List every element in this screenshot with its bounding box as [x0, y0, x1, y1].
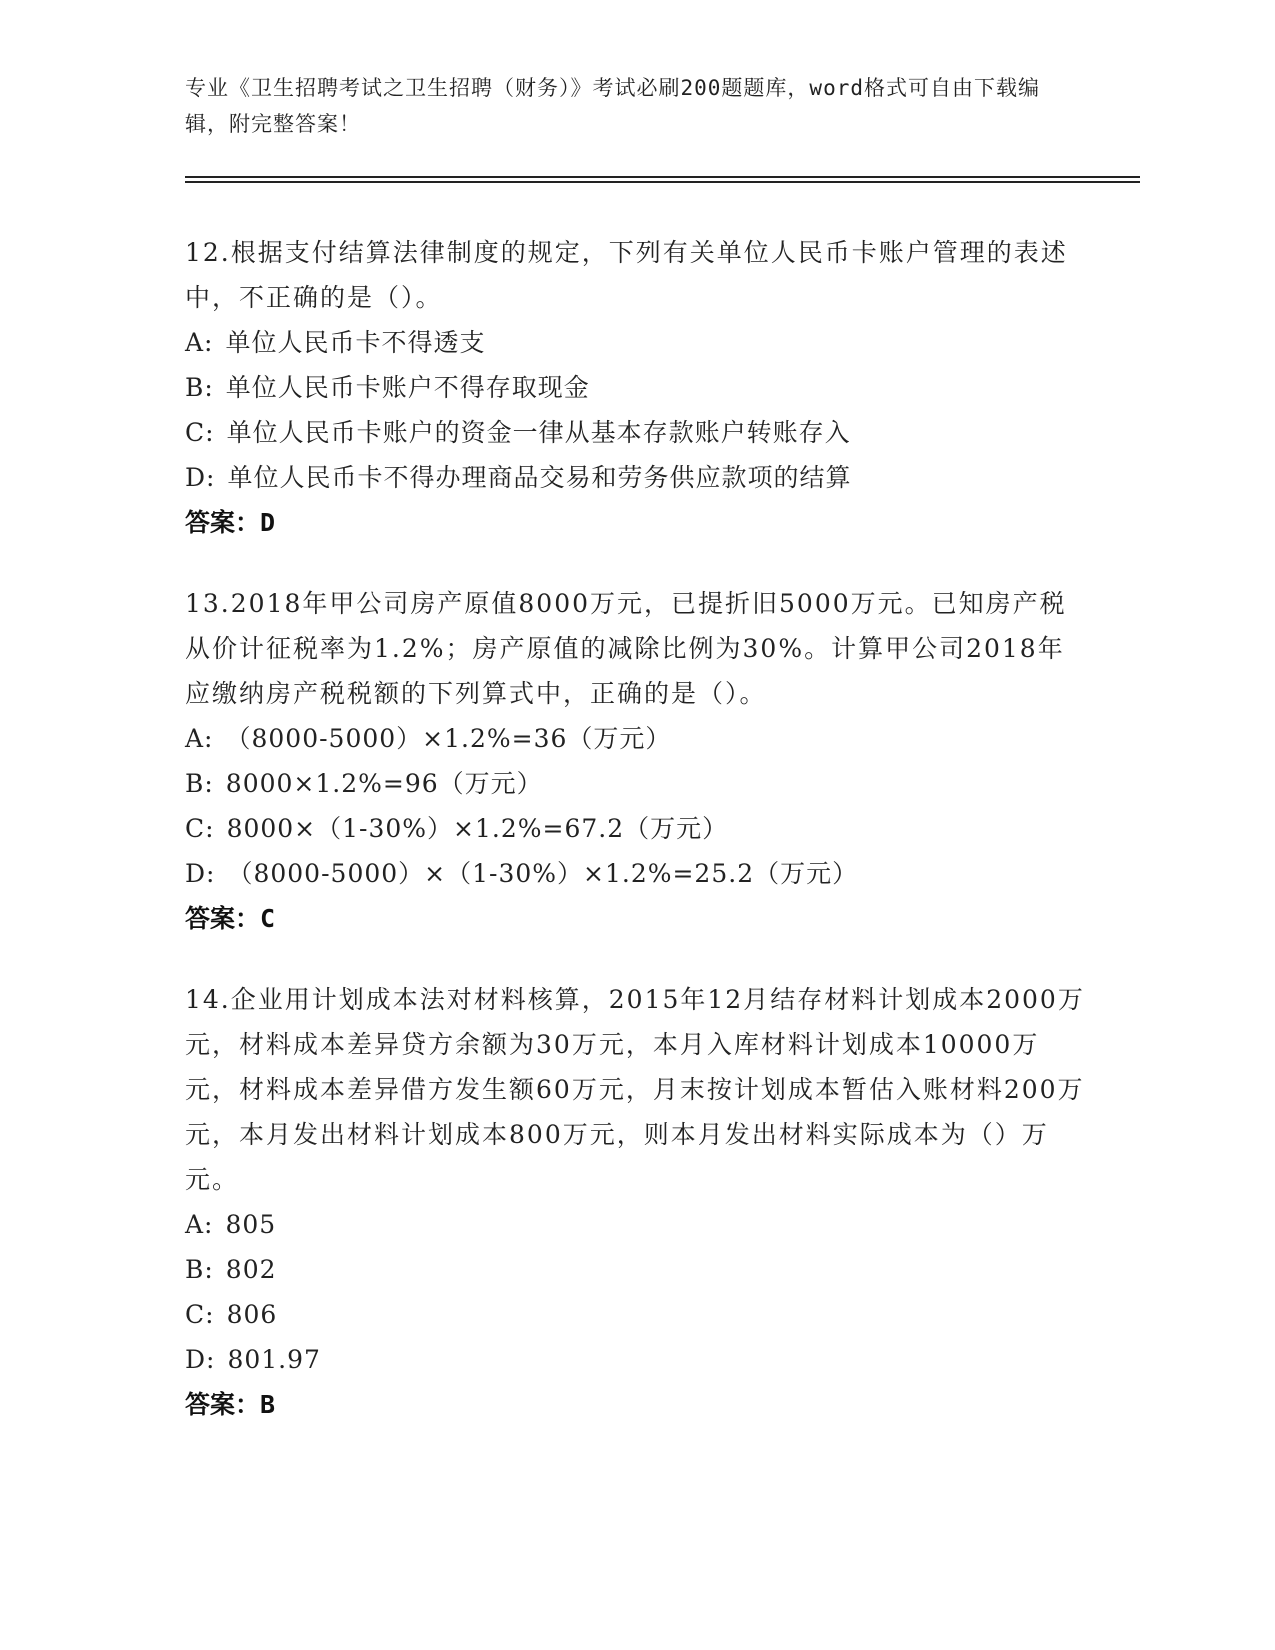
- header-divider-top: [185, 176, 1140, 178]
- option-text: 单位人民币卡账户的资金一律从基本存款账户转账存入: [226, 418, 851, 447]
- option-text: 8000×（1-30%）×1.2%=67.2（万元）: [226, 814, 729, 843]
- option-key: B:: [185, 1255, 214, 1284]
- option-a: [185, 1202, 1085, 1247]
- question-stem: 14.企业用计划成本法对材料核算，2015年12月结存材料计划成本2000万元，材料成本差异贷方余额为30万元，本月入库材料计划成本10000万元，材料成本差异借方发生额60万元，月末按计划成本暂估入账材料200万元，本月发出材料计划成本800万元，则本月发出材料实际成本为（）万元。: [185, 985, 1085, 1194]
- option-a: [185, 320, 1085, 365]
- option-text: 单位人民币卡不得办理商品交易和劳务供应款项的结算: [227, 463, 852, 492]
- option-text: （8000-5000）×1.2%=36（万元）: [225, 724, 672, 753]
- option-key: D:: [185, 1345, 216, 1374]
- option-key: B:: [185, 373, 214, 402]
- question-13: [185, 581, 1085, 941]
- option-key: C:: [185, 1300, 215, 1329]
- answer-line: 答案：C: [185, 904, 276, 933]
- option-text: 单位人民币卡不得透支: [225, 328, 486, 357]
- option-text: （8000-5000）×（1-30%）×1.2%=25.2（万元）: [227, 859, 859, 888]
- option-text: 805: [225, 1210, 277, 1239]
- option-text: 单位人民币卡账户不得存取现金: [225, 373, 590, 402]
- option-a: [185, 716, 1085, 761]
- question-14: [185, 977, 1085, 1427]
- document-header: 专业《卫生招聘考试之卫生招聘（财务）》考试必刷200题题库，word格式可自由下载编辑，附完整答案！: [185, 76, 1040, 136]
- answer-line: 答案：D: [185, 508, 276, 537]
- option-b: [185, 761, 1085, 806]
- option-key: A:: [185, 724, 214, 753]
- option-c: [185, 410, 1085, 455]
- option-d: [185, 851, 1085, 896]
- option-b: [185, 365, 1085, 410]
- answer-line: 答案：B: [185, 1390, 276, 1419]
- option-d: [185, 1337, 1085, 1382]
- option-key: A:: [185, 1210, 214, 1239]
- option-text: 802: [225, 1255, 277, 1284]
- option-c: [185, 1292, 1085, 1337]
- option-b: [185, 1247, 1085, 1292]
- question-stem: 12.根据支付结算法律制度的规定，下列有关单位人民币卡账户管理的表述中，不正确的是（）。: [185, 238, 1068, 312]
- option-text: 806: [226, 1300, 278, 1329]
- option-key: B:: [185, 769, 214, 798]
- option-key: D:: [185, 859, 216, 888]
- question-list: [185, 230, 1085, 1463]
- option-c: [185, 806, 1085, 851]
- option-key: C:: [185, 418, 215, 447]
- option-key: C:: [185, 814, 215, 843]
- question-stem: 13.2018年甲公司房产原值8000万元，已提折旧5000万元。已知房产税从价计征税率为1.2%；房产原值的减除比例为30%。计算甲公司2018年应缴纳房产税税额的下列算式中，正确的是（）。: [185, 589, 1067, 708]
- option-key: A:: [185, 328, 214, 357]
- option-d: [185, 455, 1085, 500]
- option-text: 8000×1.2%=96（万元）: [225, 769, 543, 798]
- question-12: [185, 230, 1085, 545]
- option-key: D:: [185, 463, 216, 492]
- option-text: 801.97: [227, 1345, 321, 1374]
- header-divider-bottom: [185, 181, 1140, 183]
